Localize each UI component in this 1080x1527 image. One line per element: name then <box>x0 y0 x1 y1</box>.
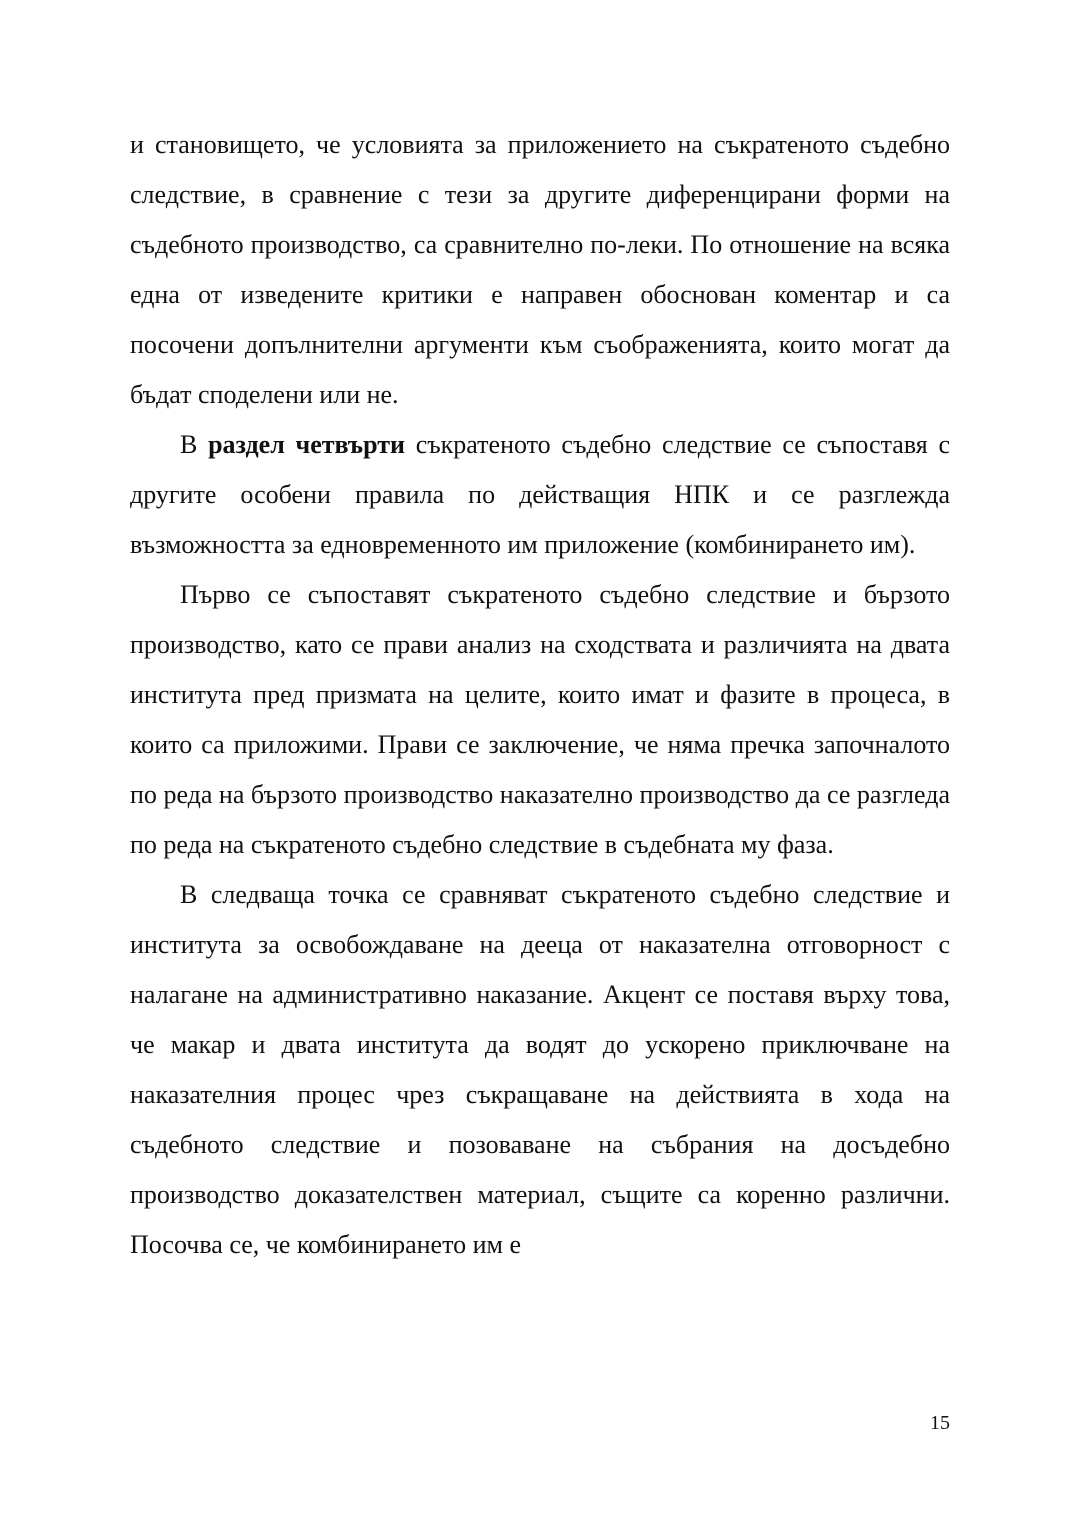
paragraph-1: и становището, че условията за приложението на съкратеното съдебно следствие, в сравнение с тези за другите диференцирани форми на съдебното производство, са сравнително по-леки. По отношение на всяка една от изведените критики е направен обоснован коментар и са посочени допълнителни аргументи към съображенията, които могат да бъдат споделени или не. <box>130 130 950 409</box>
paragraph-2 <box>130 420 950 570</box>
page-number: 15 <box>930 1412 950 1434</box>
document-body <box>130 120 950 1270</box>
paragraph-3: Първо се съпоставят съкратеното съдебно следствие и бързото производство, като се прави анализ на сходствата и различията на двата института пред призмата на целите, които имат и фазите в процеса, в които са приложими. Прави се заключение, че няма пречка започналото по реда на бързото производство наказателно производство да се разгледа по реда на съкратеното съдебно следствие в съдебната му фаза. <box>130 580 950 859</box>
paragraph-2-rest: съкратеното съдебно следствие се съпоставя с другите особени правила по действащия НПК и се разглежда възможността за едновременното им приложение (комбинирането им). <box>130 430 950 559</box>
section-heading-bold: раздел четвърти <box>208 430 405 459</box>
paragraph-2-lead: В <box>180 430 209 459</box>
paragraph-4: В следваща точка се сравняват съкратеното съдебно следствие и института за освобождаване на дееца от наказателна отговорност с налагане на административно наказание. Акцент се поставя върху това, че макар и двата института да водят до ускорено приключване на наказателния процес чрез съкращаване на действията в хода на съдебното следствие и позоваване на събрания на досъдебно производство доказателствен материал, същите са коренно различни. Посочва се, че комбинирането им е <box>130 880 950 1259</box>
